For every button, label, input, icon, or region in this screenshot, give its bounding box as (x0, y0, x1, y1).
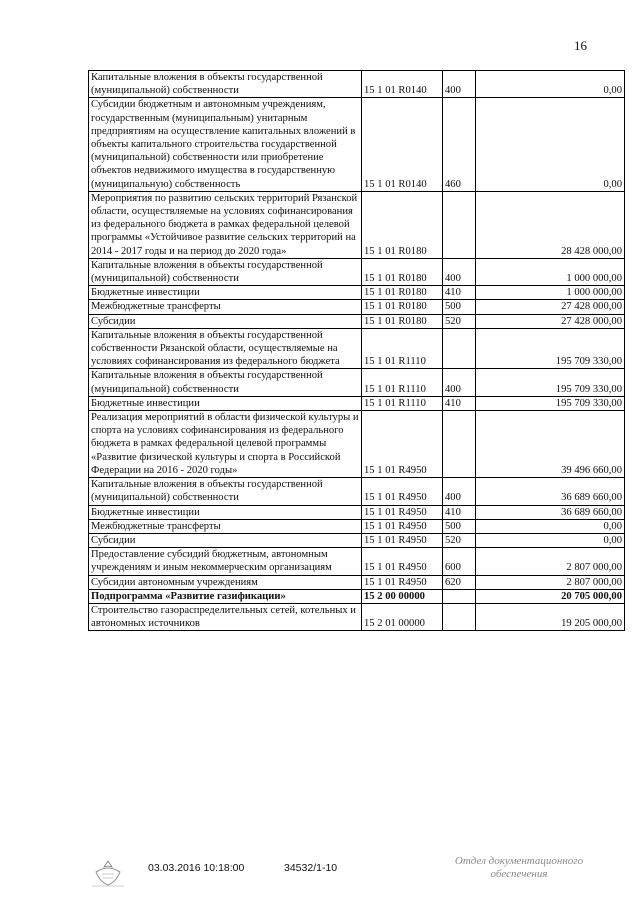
table-row (89, 98, 625, 191)
row-type-cell: 500 (443, 300, 476, 314)
row-name-cell: Капитальные вложения в объекты государственной (муниципальной) собственности (89, 478, 362, 505)
table-row (89, 533, 625, 547)
row-type-cell: 400 (443, 369, 476, 396)
row-code-cell: 15 1 01 R1110 (362, 396, 443, 410)
row-name-cell: Капитальные вложения в объекты государственной (муниципальной) собственности (89, 71, 362, 98)
table-row (89, 411, 625, 478)
row-code-cell: 15 1 01 R0140 (362, 71, 443, 98)
table-row (89, 286, 625, 300)
row-code-cell: 15 1 01 R4950 (362, 519, 443, 533)
table-row (89, 589, 625, 603)
row-name-cell: Капитальные вложения в объекты государственной (муниципальной) собственности (89, 258, 362, 285)
row-code-cell: 15 1 01 R4950 (362, 478, 443, 505)
table-row (89, 191, 625, 258)
row-type-cell: 410 (443, 396, 476, 410)
row-name-cell: Капитальные вложения в объекты государственной (муниципальной) собственности (89, 369, 362, 396)
table-row (89, 603, 625, 630)
row-name-cell: Субсидии бюджетным и автономным учреждениям, государственным (муниципальным) унитарным предприятиям на осуществление капитальных вложений в объекты капитального строительства государственной (муниципальной) собственности или приобретение объектов недвижимого имущества в государственную (муниципальную) собственность (89, 98, 362, 191)
table-row (89, 314, 625, 328)
row-name-cell: Капитальные вложения в объекты государственной собственности Рязанской области, осуществляемые на условиях софинансирования из федерального бюджета (89, 328, 362, 369)
row-sum-cell: 195 709 330,00 (476, 328, 625, 369)
row-code-cell: 15 1 01 R4950 (362, 575, 443, 589)
row-sum-cell: 27 428 000,00 (476, 314, 625, 328)
row-code-cell: 15 1 01 R0180 (362, 258, 443, 285)
footer-department-stamp: Отдел документационного обеспечения (454, 855, 584, 880)
budget-table-body (89, 71, 625, 631)
row-sum-cell: 195 709 330,00 (476, 369, 625, 396)
table-row (89, 548, 625, 575)
table-row (89, 258, 625, 285)
table-row (89, 575, 625, 589)
row-sum-cell: 36 689 660,00 (476, 478, 625, 505)
row-type-cell: 410 (443, 286, 476, 300)
row-name-cell: Подпрограмма «Развитие газификации» (89, 589, 362, 603)
row-name-cell: Межбюджетные трансферты (89, 519, 362, 533)
row-name-cell: Бюджетные инвестиции (89, 396, 362, 410)
row-type-cell (443, 191, 476, 258)
row-sum-cell: 1 000 000,00 (476, 258, 625, 285)
row-type-cell: 500 (443, 519, 476, 533)
row-sum-cell: 36 689 660,00 (476, 505, 625, 519)
table-row (89, 519, 625, 533)
row-type-cell (443, 328, 476, 369)
table-row (89, 369, 625, 396)
row-code-cell: 15 1 01 R4950 (362, 548, 443, 575)
table-row (89, 71, 625, 98)
row-type-cell: 620 (443, 575, 476, 589)
row-name-cell: Субсидии автономным учреждениям (89, 575, 362, 589)
row-name-cell: Строительство газораспределительных сетей, котельных и автономных источников (89, 603, 362, 630)
row-type-cell: 520 (443, 314, 476, 328)
row-type-cell (443, 603, 476, 630)
row-code-cell: 15 1 01 R0180 (362, 300, 443, 314)
row-name-cell: Реализация мероприятий в области физической культуры и спорта на условиях софинансирования из федерального бюджета в рамках федеральной целевой программы «Развитие физической культуры и спорта в Российской Федерации на 2016 - 2020 годы» (89, 411, 362, 478)
row-sum-cell: 39 496 660,00 (476, 411, 625, 478)
table-row (89, 328, 625, 369)
row-code-cell: 15 1 01 R1110 (362, 369, 443, 396)
table-row (89, 396, 625, 410)
row-sum-cell: 2 807 000,00 (476, 575, 625, 589)
row-code-cell: 15 2 00 00000 (362, 589, 443, 603)
row-sum-cell: 28 428 000,00 (476, 191, 625, 258)
footer-datetime: 03.03.2016 10:18:00 (148, 862, 245, 874)
row-type-cell: 460 (443, 98, 476, 191)
row-sum-cell: 19 205 000,00 (476, 603, 625, 630)
row-type-cell (443, 589, 476, 603)
row-type-cell: 400 (443, 71, 476, 98)
row-name-cell: Бюджетные инвестиции (89, 286, 362, 300)
footer-document-code: 34532/1-10 (284, 862, 338, 874)
row-sum-cell: 20 705 000,00 (476, 589, 625, 603)
row-type-cell: 400 (443, 478, 476, 505)
row-sum-cell: 1 000 000,00 (476, 286, 625, 300)
row-code-cell: 15 2 01 00000 (362, 603, 443, 630)
row-code-cell: 15 1 01 R1110 (362, 328, 443, 369)
row-code-cell: 15 1 01 R0180 (362, 191, 443, 258)
row-name-cell: Субсидии (89, 314, 362, 328)
row-code-cell: 15 1 01 R4950 (362, 411, 443, 478)
page-number: 16 (574, 38, 587, 53)
row-name-cell: Предоставление субсидий бюджетным, автономным учреждениям и иным некоммерческим организациям (89, 548, 362, 575)
row-sum-cell: 0,00 (476, 71, 625, 98)
row-type-cell: 410 (443, 505, 476, 519)
row-sum-cell: 2 807 000,00 (476, 548, 625, 575)
row-type-cell: 520 (443, 533, 476, 547)
row-name-cell: Межбюджетные трансферты (89, 300, 362, 314)
row-code-cell: 15 1 01 R4950 (362, 505, 443, 519)
row-sum-cell: 27 428 000,00 (476, 300, 625, 314)
row-type-cell: 600 (443, 548, 476, 575)
row-code-cell: 15 1 01 R4950 (362, 533, 443, 547)
row-code-cell: 15 1 01 R0180 (362, 314, 443, 328)
table-row (89, 478, 625, 505)
row-code-cell: 15 1 01 R0140 (362, 98, 443, 191)
row-type-cell (443, 411, 476, 478)
row-name-cell: Субсидии (89, 533, 362, 547)
row-name-cell: Мероприятия по развитию сельских территорий Рязанской области, осуществляемые на условиях софинансирования из федерального бюджета в рамках федеральной целевой программы «Устойчивое развитие сельских территорий на 2014 - 2017 годы и на период до 2020 года» (89, 191, 362, 258)
table-row (89, 300, 625, 314)
row-sum-cell: 0,00 (476, 533, 625, 547)
row-code-cell: 15 1 01 R0180 (362, 286, 443, 300)
table-row (89, 505, 625, 519)
coat-of-arms-stamp (88, 858, 128, 888)
row-sum-cell: 0,00 (476, 519, 625, 533)
row-sum-cell: 0,00 (476, 98, 625, 191)
row-type-cell: 400 (443, 258, 476, 285)
row-name-cell: Бюджетные инвестиции (89, 505, 362, 519)
row-sum-cell: 195 709 330,00 (476, 396, 625, 410)
budget-table (88, 70, 625, 631)
